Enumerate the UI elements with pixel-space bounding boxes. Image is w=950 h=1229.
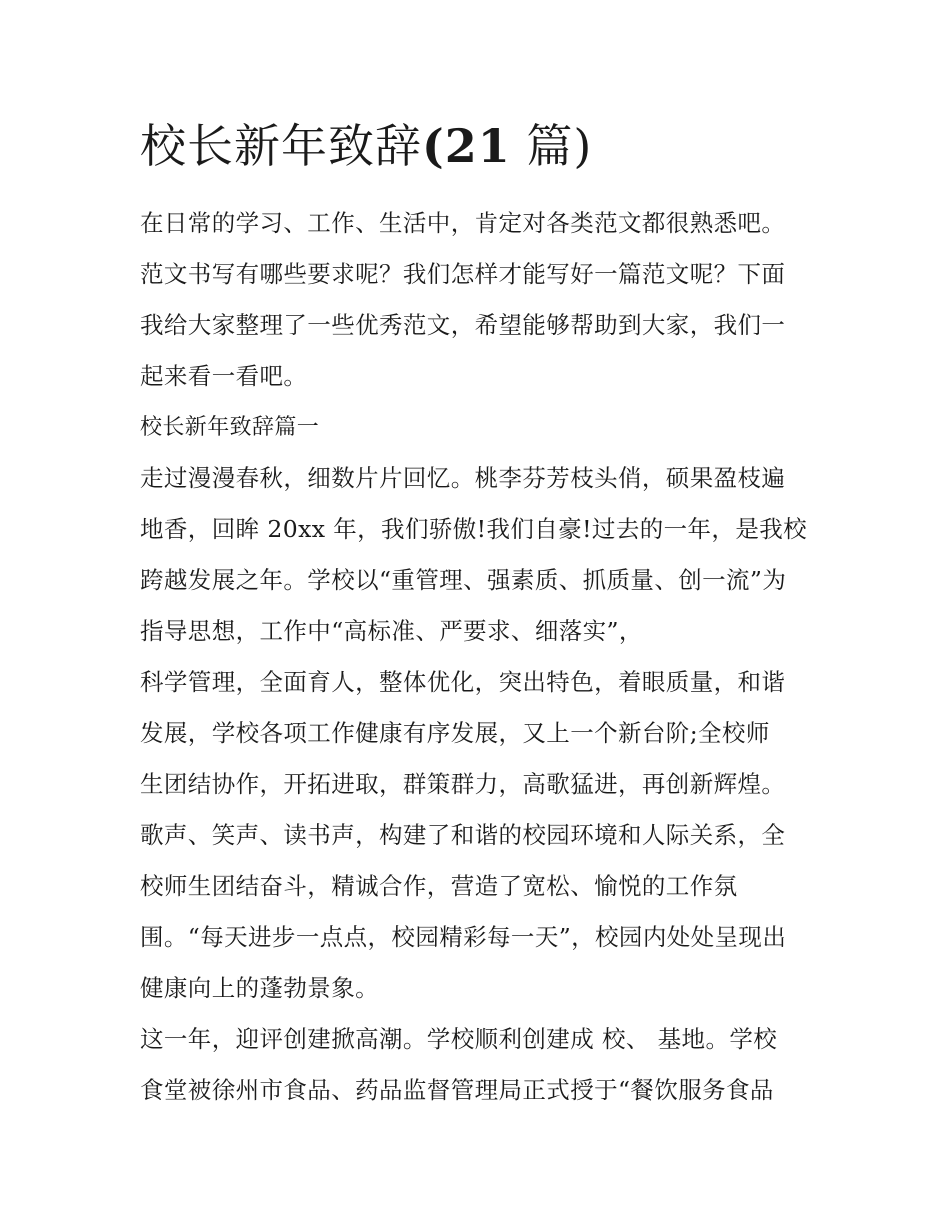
title-count: 21 (444, 119, 511, 173)
body-line-13: 食堂被徐州市食品、药品监督管理局正式授于“餐饮服务食品 (140, 1076, 774, 1104)
intro-line-2: 范文书写有哪些要求呢？我们怎样才能写好一篇范文呢？下面 (140, 260, 786, 288)
body-line-3: 跨越发展之年。学校以“重管理、强素质、抓质量、创一流”为 (140, 566, 787, 594)
intro-line-4: 起来看一看吧。 (140, 362, 308, 390)
title-main: 校长新年致辞 (140, 119, 422, 173)
body-line-6: 发展，学校各项工作健康有序发展，又上一个新台阶;全校师 (140, 719, 770, 747)
body-line-8: 歌声、笑声、读书声，构建了和谐的校园环境和人际关系，全 (140, 821, 786, 849)
body-line-2: 地香，回眸 20xx 年，我们骄傲!我们自豪!过去的一年，是我校 (140, 515, 808, 543)
intro-line-1: 在日常的学习、工作、生活中，肯定对各类范文都很熟悉吧。 (140, 209, 786, 237)
body-line-12: 这一年，迎评创建掀高潮。学校顺利创建成 校、 基地。学校 (140, 1025, 778, 1053)
body-line-4: 指导思想，工作中“高标准、严要求、细落实”， (140, 617, 643, 645)
title-suffix: 篇) (526, 119, 593, 173)
intro-line-3: 我给大家整理了一些优秀范文，希望能够帮助到大家，我们一 (140, 311, 786, 339)
body-line-9: 校师生团结奋斗，精诚合作，营造了宽松、愉悦的工作氛 (140, 872, 738, 900)
section-heading: 校长新年致辞篇一 (140, 415, 320, 440)
body-line-11: 健康向上的蓬勃景象。 (140, 974, 379, 1002)
body-line-1: 走过漫漫春秋，细数片片回忆。桃李芬芳枝头俏，硕果盈枝遍 (140, 464, 786, 492)
title-paren-open: ( (422, 119, 445, 173)
body-line-7: 生团结协作，开拓进取，群策群力，高歌猛进，再创新辉煌。 (140, 770, 786, 798)
body-line-5: 科学管理，全面育人，整体优化，突出特色，着眼质量，和谐 (140, 668, 786, 696)
document-title (140, 116, 592, 176)
body-line-10: 围。“每天进步一点点，校园精彩每一天”，校园内处处呈现出 (140, 923, 787, 951)
document-body (140, 198, 820, 1116)
